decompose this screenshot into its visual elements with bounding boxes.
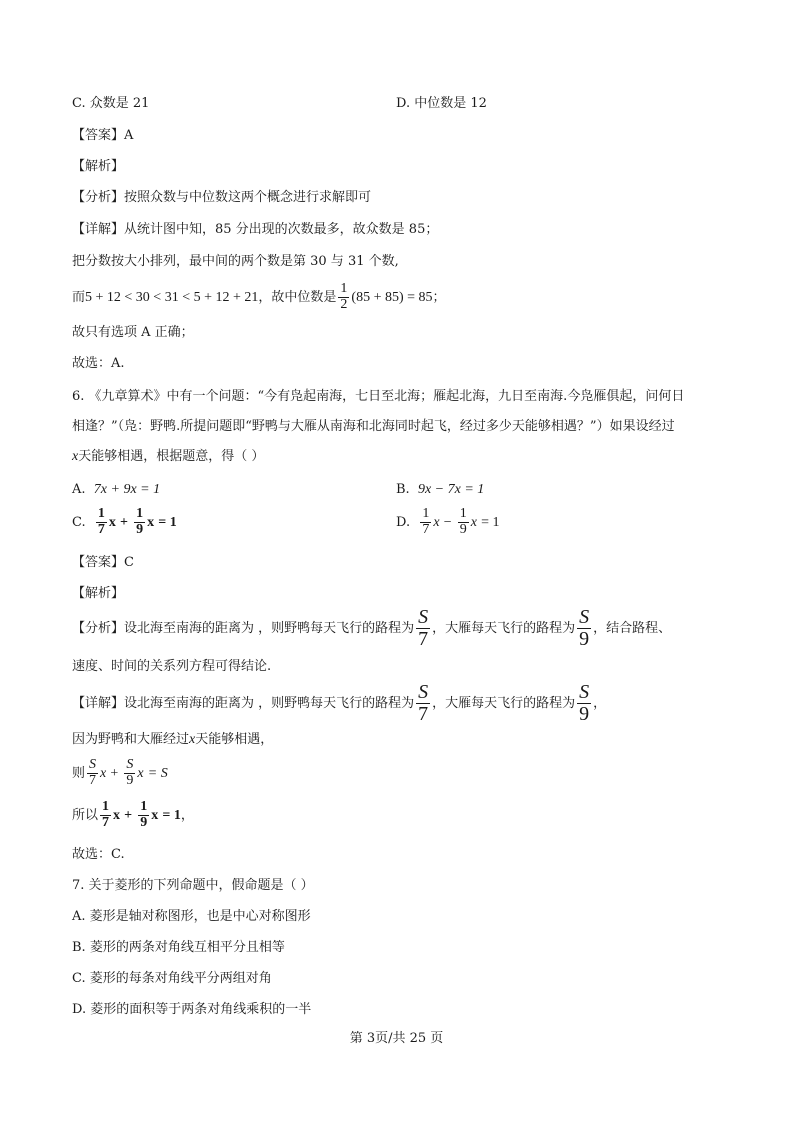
fraction-half: $\frac{1}{2}$ [340,281,348,312]
q6-option-a: A. 7x + 9x = 1 [72,482,161,497]
detail-6-line2: 因为野鸭和大雁经过x天能够相遇， [72,732,274,747]
conclusion-6: 故选：C. [72,847,125,862]
detail-5: 【详解】从统计图中知，85 分出现的次数最多，故众数是 85； [72,222,439,237]
question-6-line2: 相逢？”（凫：野鸭.所提问题即“野鸭与大雁从南海和北海同时起飞，经过多少天能够相遇？”）如果设经过 [72,419,675,434]
detail-6-equation-2: 所以 $\frac{1}{7}$ x + $\frac{1}{9}$ x = 1， [72,799,194,830]
q6-option-d: D. $\frac{1}{7}$ x − $\frac{1}{9}$ x = 1 [396,506,500,537]
answer-6: 【答案】C [72,555,134,570]
question-6-line3: x天能够相遇，根据题意，得（ ） [72,449,265,464]
median-expression: (85 + 85) = 85 [351,290,433,305]
q6-option-b: B. 9x − 7x = 1 [396,482,485,497]
option-c-prev: C. 众数是 21 [72,96,150,111]
option-d-prev: D. 中位数是 12 [396,96,487,111]
analysis-header-5: 【解析】 [72,159,125,174]
q7-option-b: B. 菱形的两条对角线互相平分且相等 [72,940,285,955]
analysis-6-line2: 速度、时间的关系列方程可得结论. [72,659,272,674]
q6-option-c: C. $\frac{1}{7}$ x + $\frac{1}{9}$ x = 1 [72,506,177,537]
analysis-5: 【分析】按照众数与中位数这两个概念进行求解即可 [72,190,372,205]
q7-option-d: D. 菱形的面积等于两条对角线乘积的一半 [72,1002,312,1017]
q7-option-a: A. 菱形是轴对称图形，也是中心对称图形 [72,909,311,924]
question-6-line1: 6. 《九章算术》中有一个问题：“今有凫起南海，七日至北海；雁起北海，九日至南海.今凫雁俱起，问何日 [72,389,685,404]
detail-5-line4: 故只有选项 A 正确； [72,325,194,340]
conclusion-5: 故选：A. [72,356,125,371]
analysis-6: 【分析】设北海至南海的距离为 ，则野鸭每天飞行的路程为 $\frac{S}{7}$ ，大雁每天飞行的路程为 $\frac{S}{9}$ ，结合路程、 [72,606,672,650]
page-footer: 第 3页/共 25 页 [349,1031,444,1046]
q7-option-c: C. 菱形的每条对角线平分两组对角 [72,971,272,986]
detail-6: 【详解】设北海至南海的距离为 ，则野鸭每天飞行的路程为 $\frac{S}{7}$ ，大雁每天飞行的路程为 $\frac{S}{9}$ ， [72,681,607,725]
detail-5-line2: 把分数按大小排列，最中间的两个数是第 30 与 31 个数, [72,254,399,269]
detail-6-equation: 则 $\frac{S}{7}$ x + $\frac{S}{9}$ x = S [72,757,168,788]
detail-5-line3: 而5 + 12 < 30 < 31 < 5 + 12 + 21，故中位数是 $\frac{1}{2}$ (85 + 85) = 85； [72,281,446,312]
analysis-header-6: 【解析】 [72,586,125,601]
question-7: 7. 关于菱形的下列命题中，假命题是（ ） [72,878,314,893]
inequality: 5 + 12 < 30 < 31 < 5 + 12 + 21 [85,290,259,305]
answer-5: 【答案】A [72,128,134,143]
